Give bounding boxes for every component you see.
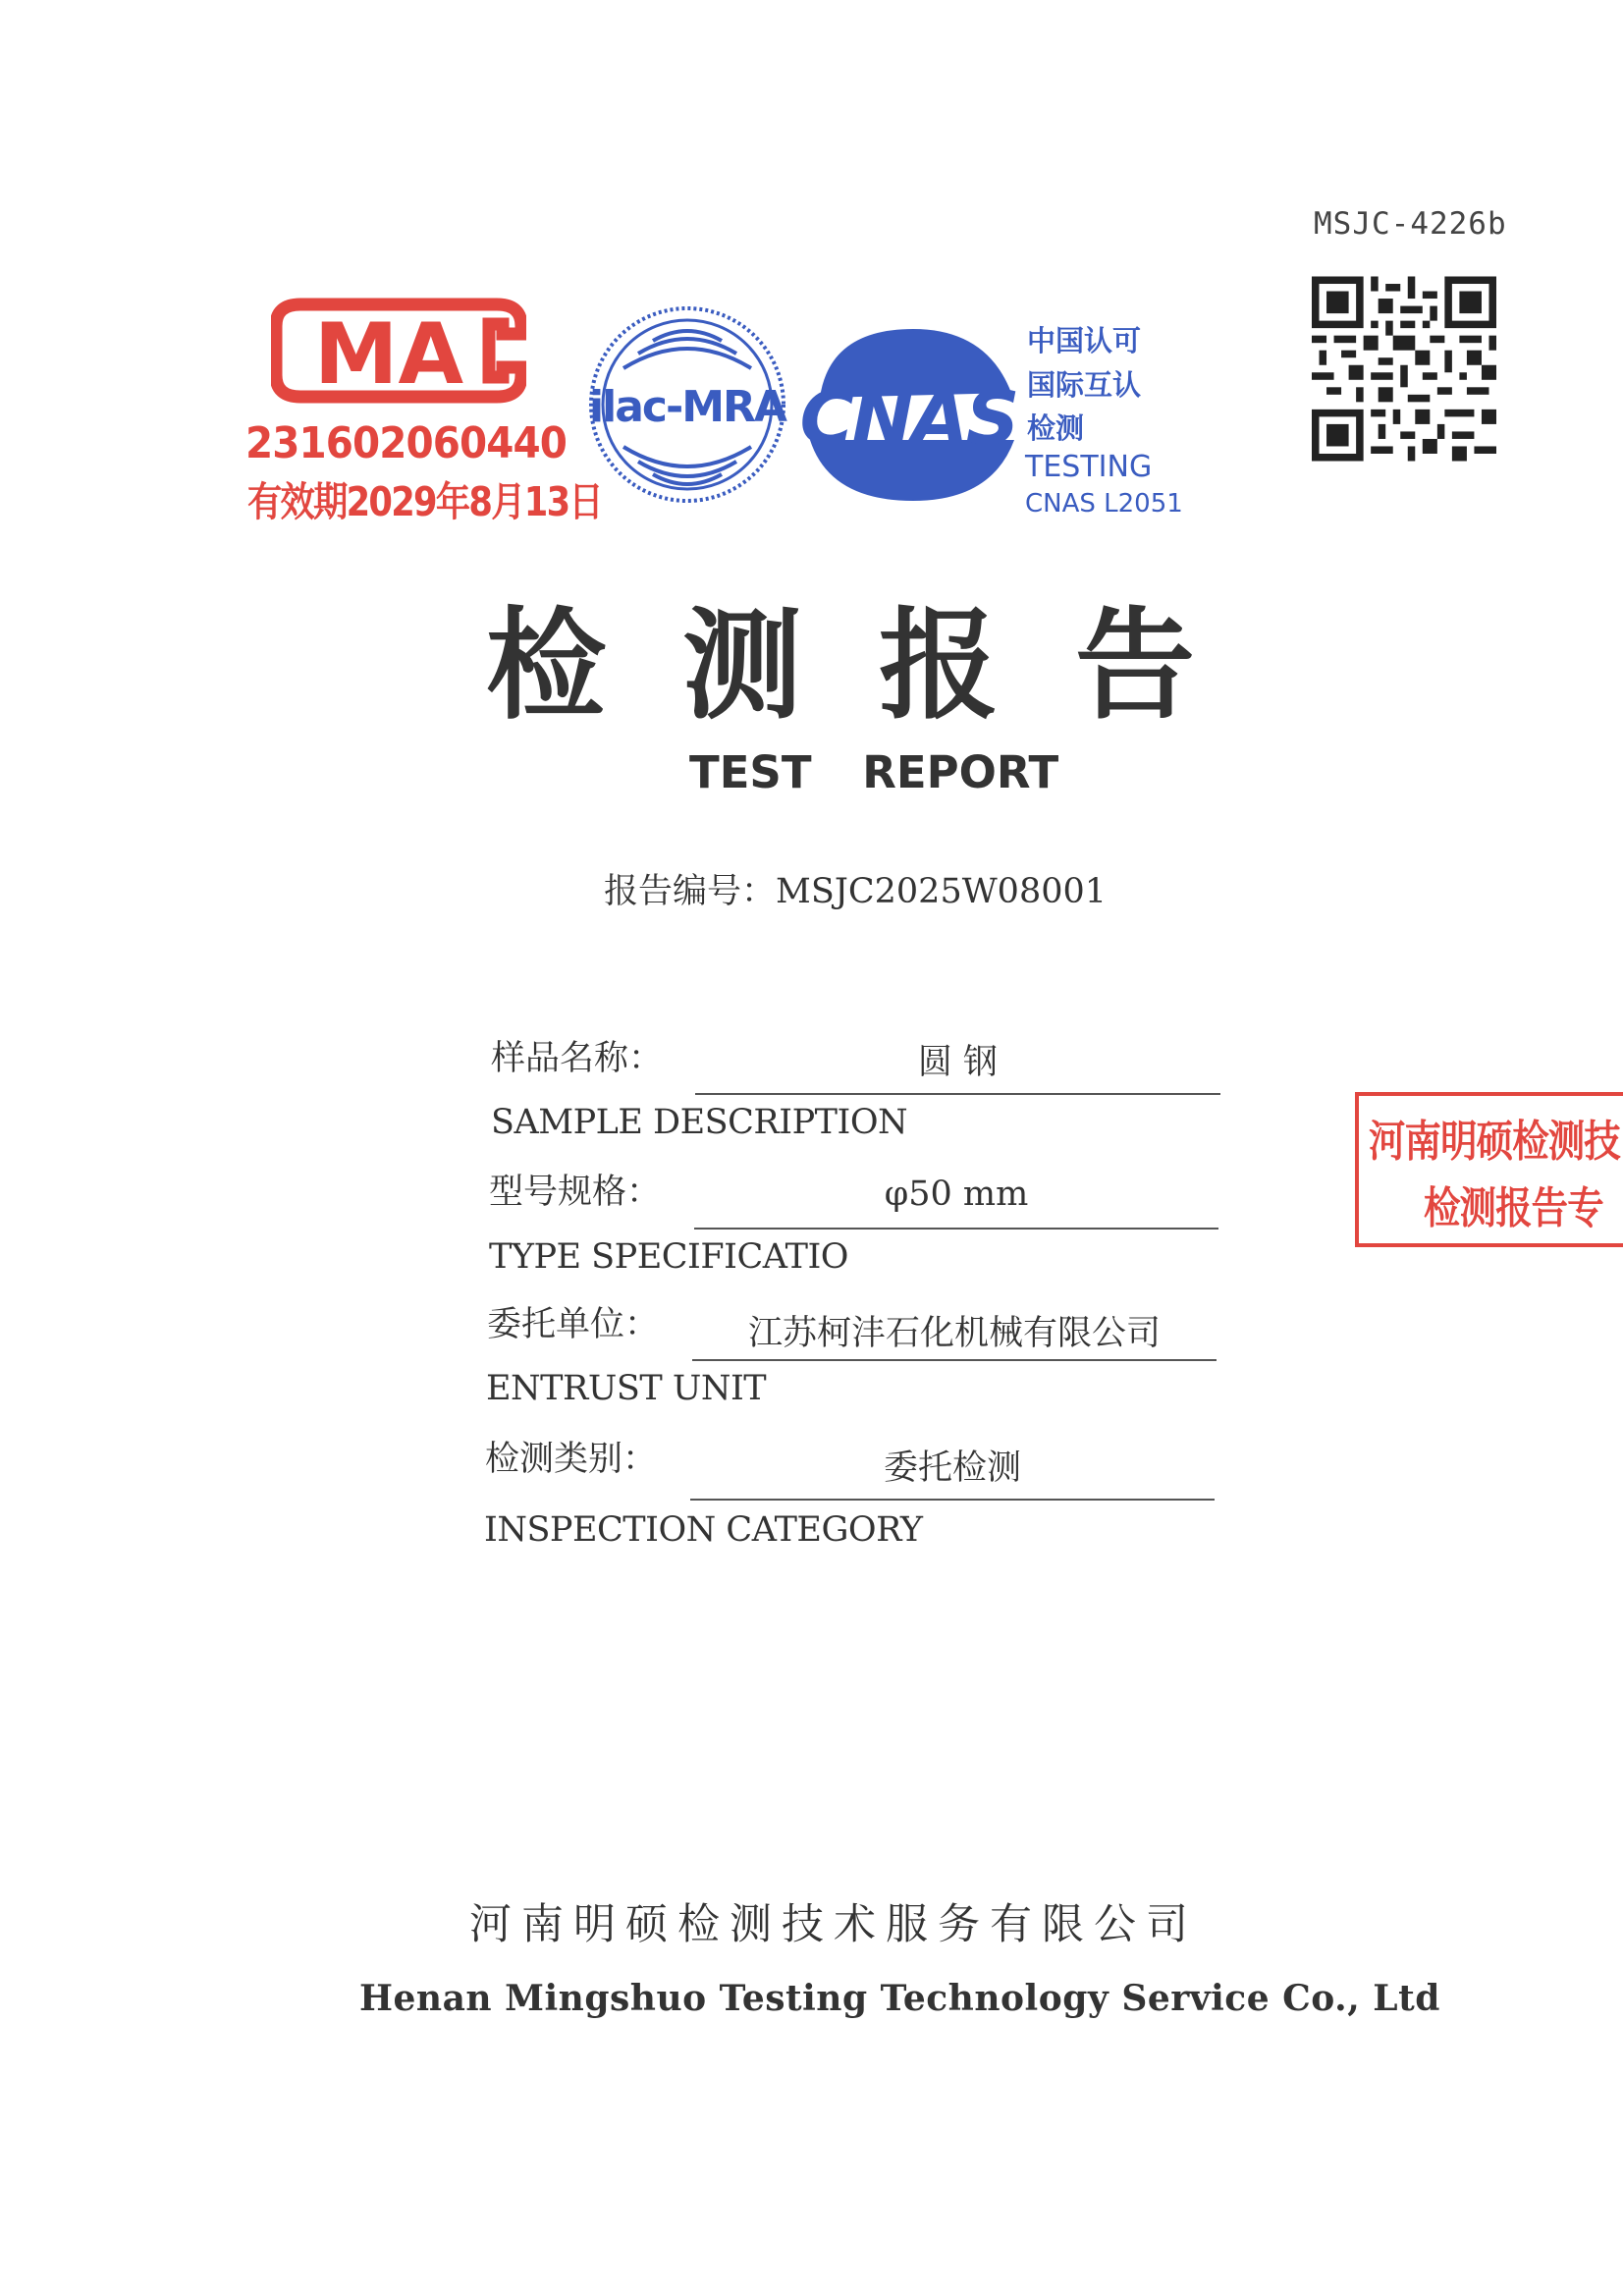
cma-seal-icon	[271, 287, 526, 414]
qr-code-icon	[1312, 274, 1496, 464]
stamp-line-2: 检测报告专	[1424, 1183, 1603, 1233]
stamp-line-1: 河南明硕检测技	[1369, 1117, 1620, 1167]
inspection-category-value: 委托检测	[883, 1449, 1021, 1488]
sample-name-label: 样品名称：	[491, 1039, 664, 1078]
cnas-testing: TESTING	[1025, 450, 1153, 484]
cnas-line-3: 检测	[1027, 411, 1085, 445]
report-number-label: 报告编号：	[604, 872, 777, 911]
page-title-cn: 检测报告	[486, 594, 1271, 736]
entrust-unit-underline	[692, 1359, 1217, 1361]
page-title-en: TEST REPORT	[689, 746, 1059, 798]
svg-text:ilac-MRA: ilac-MRA	[589, 382, 785, 432]
cma-valid-date: 有效期2029年8月13日	[247, 478, 602, 525]
cnas-line-2: 国际互认	[1027, 368, 1142, 402]
type-spec-underline	[694, 1228, 1218, 1230]
sample-name-underline	[695, 1093, 1220, 1095]
sample-name-value: 圆 钢	[917, 1043, 999, 1082]
company-name-cn: 河南明硕检测技术服务有限公司	[469, 1900, 1198, 1949]
inspection-category-label-cn: 检测类别：	[485, 1440, 658, 1479]
cnas-line-1: 中国认可	[1027, 324, 1142, 357]
cnas-code: CNAS L2051	[1025, 489, 1183, 519]
svg-text:CNAS: CNAS	[799, 374, 1017, 462]
entrust-unit-label-cn: 委托单位：	[487, 1305, 660, 1344]
red-stamp	[1355, 1092, 1623, 1247]
cnas-logo-icon	[790, 324, 1026, 506]
inspection-category-underline	[690, 1499, 1215, 1501]
company-name-en: Henan Mingshuo Testing Technology Service Co., Ltd	[359, 1978, 1440, 2019]
type-spec-label: 型号规格：	[489, 1173, 662, 1212]
report-number-value: MSJC2025W08001	[776, 872, 1108, 911]
entrust-unit-value: 江苏柯沣石化机械有限公司	[747, 1314, 1161, 1353]
report-number	[604, 864, 1107, 913]
cma-cert-number: 231602060440	[245, 418, 567, 468]
document-code: MSJC-4226b	[1314, 206, 1507, 242]
type-specification-label: TYPE SPECIFICATIO	[489, 1237, 848, 1277]
svg-text:MA: MA	[313, 305, 464, 404]
ilac-mra-seal-icon	[584, 300, 790, 511]
entrust-unit-label-en: ENTRUST UNIT	[486, 1369, 767, 1408]
inspection-category-label-en: INSPECTION CATEGORY	[484, 1510, 923, 1550]
sample-description-label: SAMPLE DESCRIPTION	[491, 1103, 908, 1142]
type-spec-value: φ50 mm	[884, 1175, 1029, 1214]
